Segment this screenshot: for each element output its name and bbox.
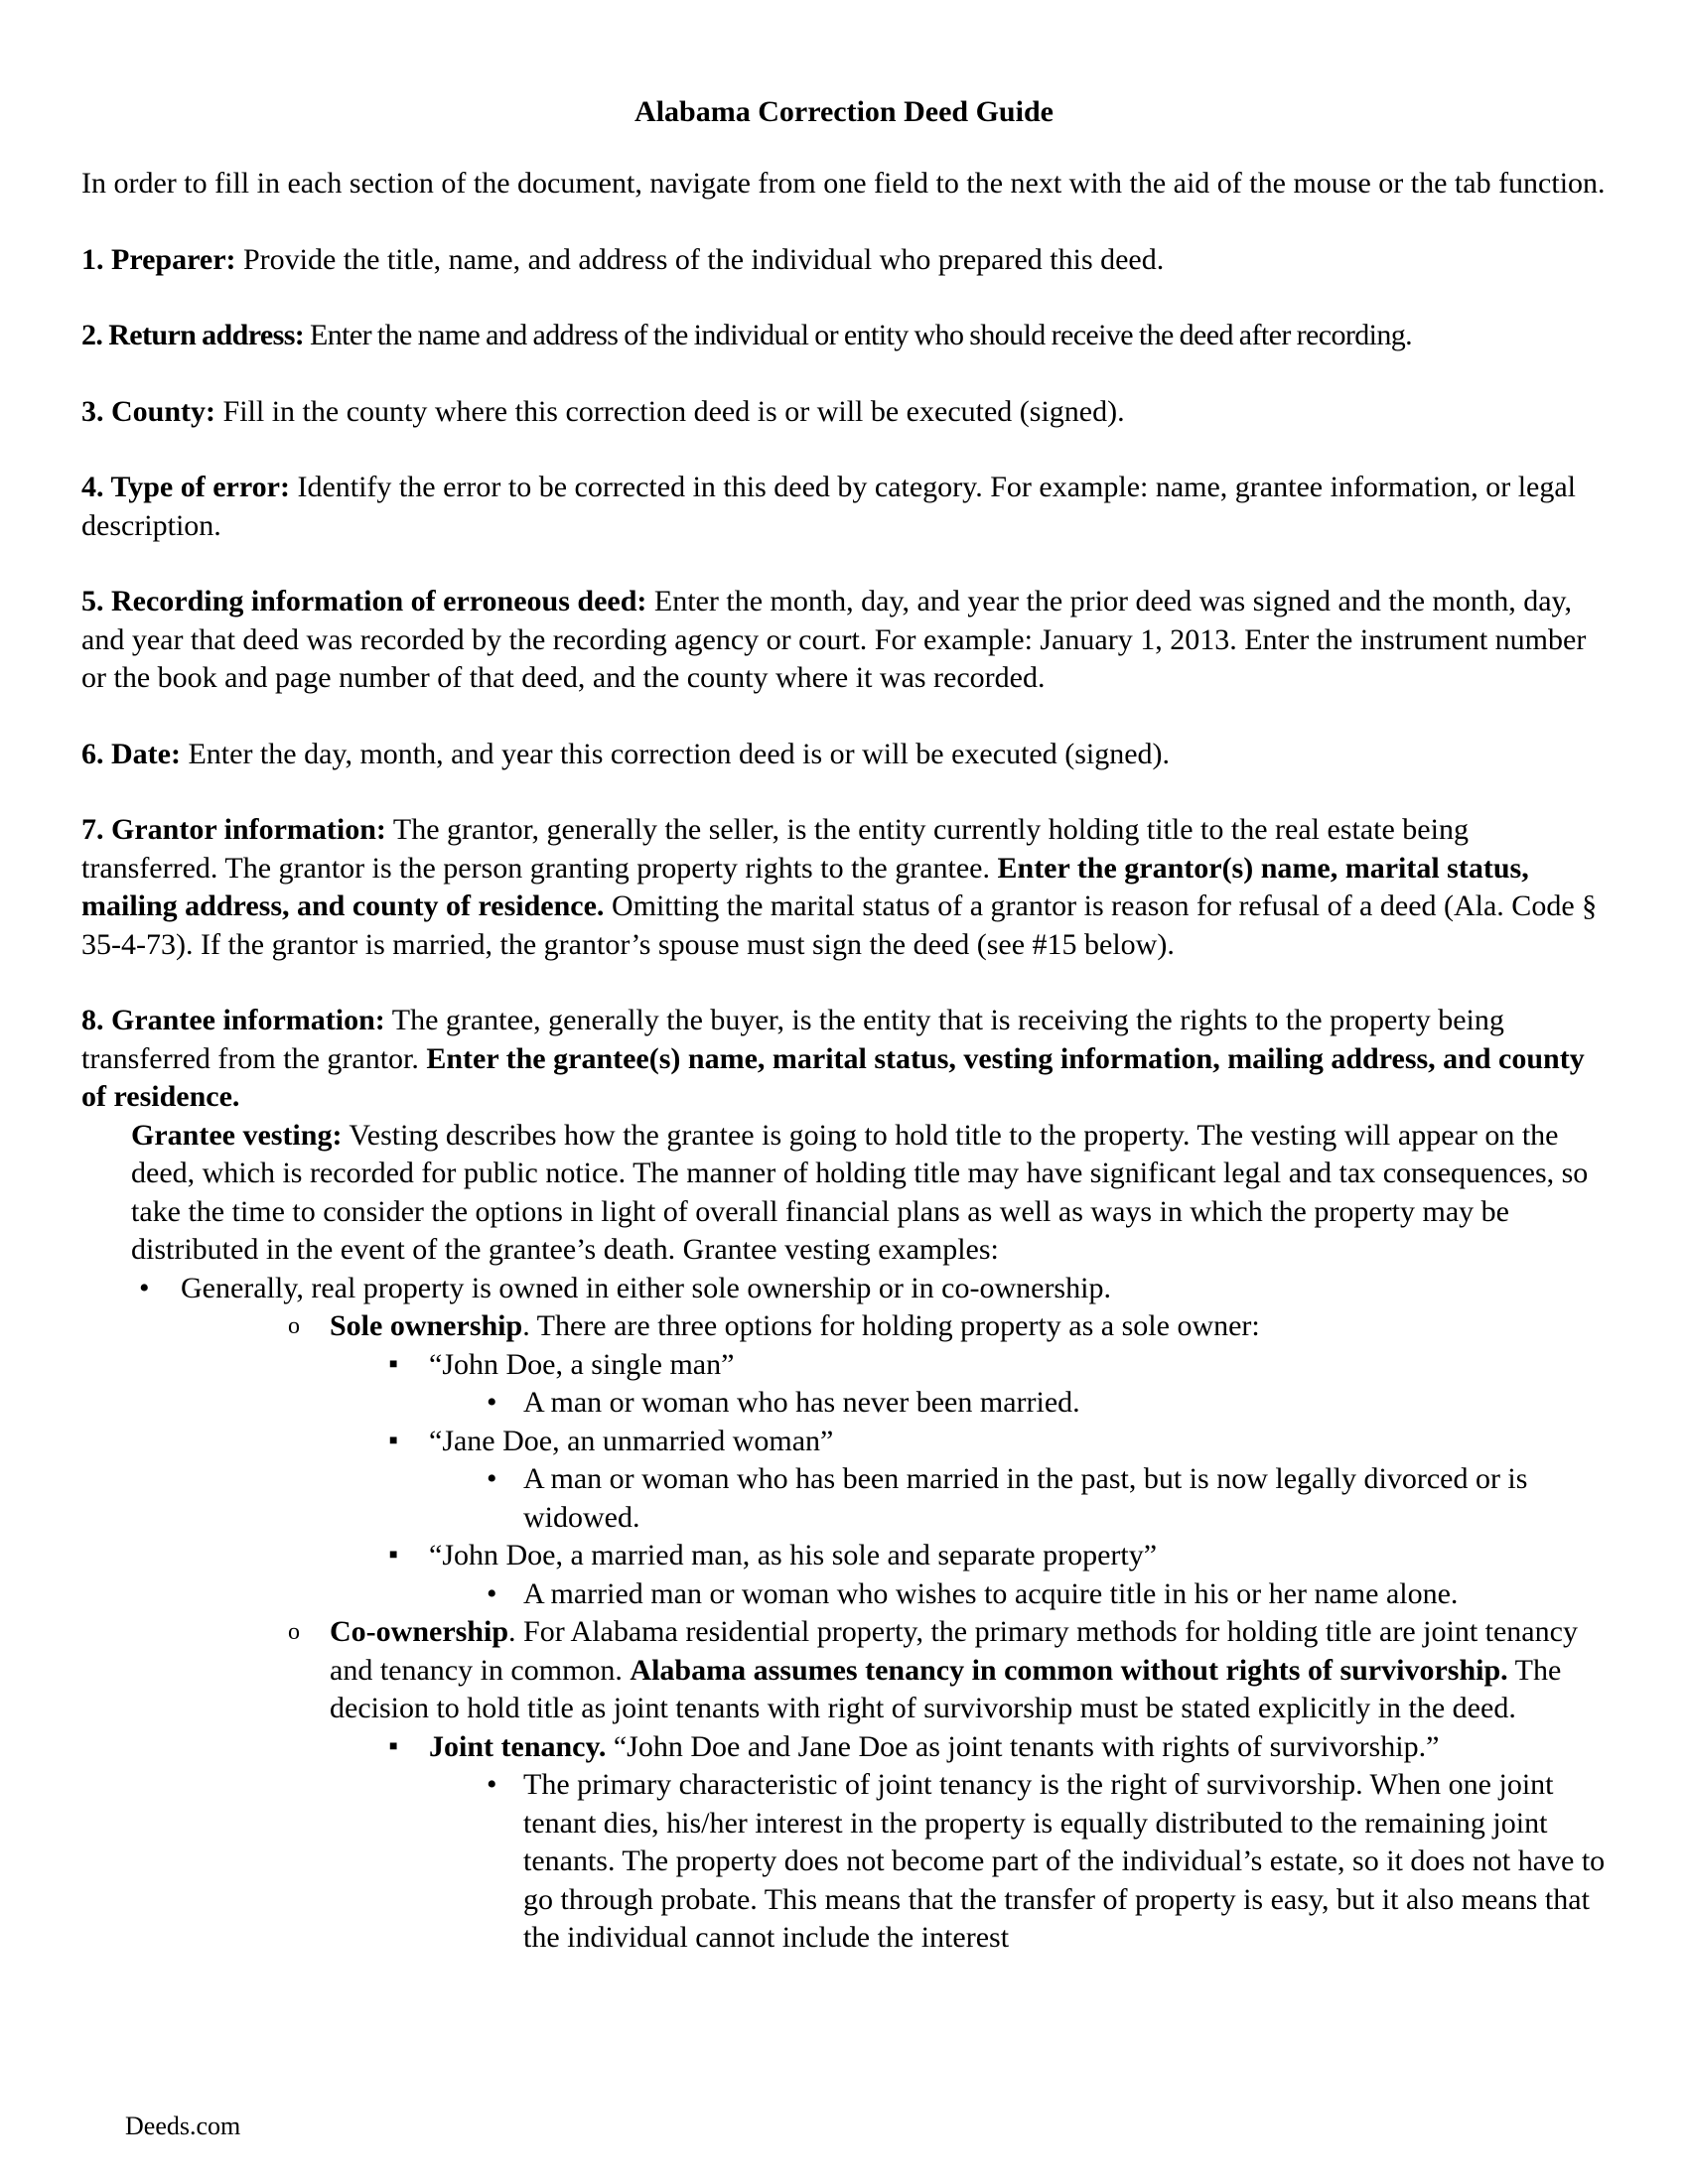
sole-example-list bbox=[379, 1537, 1611, 1575]
section-text: Enter the month, day, and year the prior deed was signed and the month, day, and year that deed was recorded by the recording agency or court. For example: January 1, 2013. Enter the instrument number or the book and page number of that deed, and the county where it was recorded. bbox=[81, 585, 1587, 694]
section-emphasis: Enter the grantor(s) name, marital status, mailing address, and county of residence. bbox=[81, 851, 1529, 922]
section-label: 1. Preparer: bbox=[81, 242, 236, 276]
list-item bbox=[131, 1270, 1611, 1308]
vesting-label: Grantee vesting: bbox=[131, 1118, 343, 1152]
section-text: The grantee, generally the buyer, is the entity that is receiving the rights to the property being transferred from the grantor. bbox=[81, 1004, 1504, 1075]
sole-example-list bbox=[379, 1346, 1611, 1385]
co-ownership-text: . For Alabama residential property, the primary methods for holding title are joint tenancy and tenancy in common. bbox=[330, 1615, 1578, 1687]
section-text: Fill in the county where this correction deed is or will be executed (signed). bbox=[215, 394, 1125, 428]
joint-tenancy-label: Joint tenancy. bbox=[429, 1729, 607, 1763]
ownership-list bbox=[280, 1307, 1611, 1346]
section-text: Omitting the marital status of a grantor is reason for refusal of a deed (Ala. Code § 35-4-73). If the grantor is married, the grantor’s spouse must sign the deed (see #15 below). bbox=[81, 889, 1598, 961]
joint-desc-list bbox=[479, 1766, 1611, 1958]
circle-bullet-icon: o bbox=[288, 1313, 300, 1339]
bullet-icon: • bbox=[487, 1386, 497, 1419]
example-desc: A married man or woman who wishes to acquire title in his or her name alone. bbox=[523, 1576, 1459, 1610]
section-label: 8. Grantee information: bbox=[81, 1004, 385, 1036]
bullet-icon: • bbox=[487, 1576, 497, 1610]
section-text: Enter the name and address of the individual or entity who should receive the deed after recording. bbox=[304, 319, 1413, 351]
bullet-icon: • bbox=[487, 1768, 497, 1801]
joint-tenancy-desc: The primary characteristic of joint tenancy is the right of survivorship. When one joint tenant dies, his/her interest in the property is equally distributed to the remaining joint tenants. The property does not become part of the individual’s estate, so it does not have to go through probate. This means that the transfer of property is easy, but it also means that the individual cannot include the interest bbox=[523, 1768, 1606, 1954]
section-county bbox=[81, 393, 1611, 432]
grantee-vesting-paragraph bbox=[131, 1117, 1611, 1270]
square-bullet-icon: ■ bbox=[389, 1738, 398, 1754]
co-ownership-emphasis: Alabama assumes tenancy in common without rights of survivorship. bbox=[630, 1653, 1508, 1687]
list-item-co-ownership bbox=[280, 1613, 1611, 1728]
section-text: Enter the day, month, and year this correction deed is or will be executed (signed). bbox=[180, 737, 1171, 770]
sole-example-list bbox=[379, 1423, 1611, 1461]
vesting-text: Vesting describes how the grantee is going to hold title to the property. The vesting will appear on the deed, which is recorded for public notice. The manner of holding title may have significant legal and tax consequences, so take the time to consider the options in light of overall financial plans as well as ways in which the property may be distributed in the event of the grantee’s death. Grantee vesting examples: bbox=[131, 1118, 1589, 1266]
footer-brand: Deeds.com bbox=[125, 2112, 241, 2140]
square-bullet-icon: ■ bbox=[389, 1356, 398, 1372]
square-bullet-icon: ■ bbox=[389, 1433, 398, 1448]
section-recording-information bbox=[81, 583, 1611, 698]
section-date bbox=[81, 736, 1611, 774]
section-grantee-information bbox=[81, 1002, 1611, 1117]
co-example-list bbox=[379, 1728, 1611, 1767]
example-desc-list bbox=[479, 1575, 1611, 1614]
section-text: Identify the error to be corrected in this deed by category. For example: name, grantee information, or legal description. bbox=[81, 471, 1577, 542]
section-label: 4. Type of error: bbox=[81, 471, 290, 503]
list-item bbox=[379, 1423, 1611, 1461]
square-bullet-icon: ■ bbox=[389, 1548, 398, 1563]
section-preparer bbox=[81, 241, 1611, 280]
list-item-text: Generally, real property is owned in either sole ownership or in co-ownership. bbox=[181, 1271, 1111, 1304]
co-ownership-label: Co-ownership bbox=[330, 1615, 509, 1648]
joint-tenancy-text: “John Doe and Jane Doe as joint tenants with rights of survivorship.” bbox=[606, 1729, 1440, 1763]
section-label: 2. Return address: bbox=[81, 319, 305, 351]
list-item bbox=[379, 1537, 1611, 1575]
example-text: “John Doe, a married man, as his sole and separate property” bbox=[429, 1539, 1158, 1571]
section-text: Provide the title, name, and address of the individual who prepared this deed. bbox=[235, 242, 1165, 276]
section-label: 3. County: bbox=[81, 394, 216, 428]
example-text: “John Doe, a single man” bbox=[429, 1347, 735, 1381]
section-text: The grantor, generally the seller, is the entity currently holding title to the real estate being transferred. The grantor is the person granting property rights to the grantee. bbox=[81, 813, 1469, 885]
example-desc-list bbox=[479, 1460, 1611, 1537]
section-type-of-error bbox=[81, 469, 1611, 545]
sole-ownership-text: . There are three options for holding property as a sole owner: bbox=[522, 1309, 1260, 1342]
intro-paragraph: In order to fill in each section of the document, navigate from one field to the next with the aid of the mouse or the tab function. bbox=[81, 167, 1606, 200]
list-item bbox=[379, 1728, 1611, 1767]
list-item bbox=[479, 1575, 1611, 1614]
co-ownership-text: The decision to hold title as joint tenants with right of survivorship must be stated explicitly in the deed. bbox=[330, 1653, 1562, 1724]
list-item bbox=[479, 1384, 1611, 1423]
ownership-list bbox=[280, 1613, 1611, 1728]
document-body bbox=[81, 165, 1611, 1958]
page-title: Alabama Correction Deed Guide bbox=[634, 95, 1054, 128]
example-desc: A man or woman who has never been married. bbox=[523, 1386, 1080, 1419]
example-desc: A man or woman who has been married in the past, but is now legally divorced or is widowed. bbox=[523, 1462, 1528, 1534]
list-item bbox=[479, 1460, 1611, 1537]
section-emphasis: Enter the grantee(s) name, marital status, vesting information, mailing address, and county of residence. bbox=[81, 1041, 1585, 1113]
section-return-address bbox=[81, 317, 1611, 355]
section-label: 6. Date: bbox=[81, 737, 181, 770]
section-label: 5. Recording information of erroneous deed: bbox=[81, 585, 647, 617]
example-text: “Jane Doe, an unmarried woman” bbox=[429, 1424, 834, 1457]
vesting-list bbox=[131, 1270, 1611, 1308]
section-grantor-information bbox=[81, 811, 1611, 964]
circle-bullet-icon: o bbox=[288, 1619, 300, 1645]
bullet-icon: • bbox=[487, 1462, 497, 1495]
example-desc-list bbox=[479, 1384, 1611, 1423]
section-label: 7. Grantor information: bbox=[81, 813, 386, 846]
list-item-sole-ownership bbox=[280, 1307, 1611, 1346]
list-item bbox=[379, 1346, 1611, 1385]
list-item bbox=[479, 1766, 1611, 1958]
sole-ownership-label: Sole ownership bbox=[330, 1309, 523, 1342]
bullet-icon: • bbox=[139, 1271, 150, 1304]
